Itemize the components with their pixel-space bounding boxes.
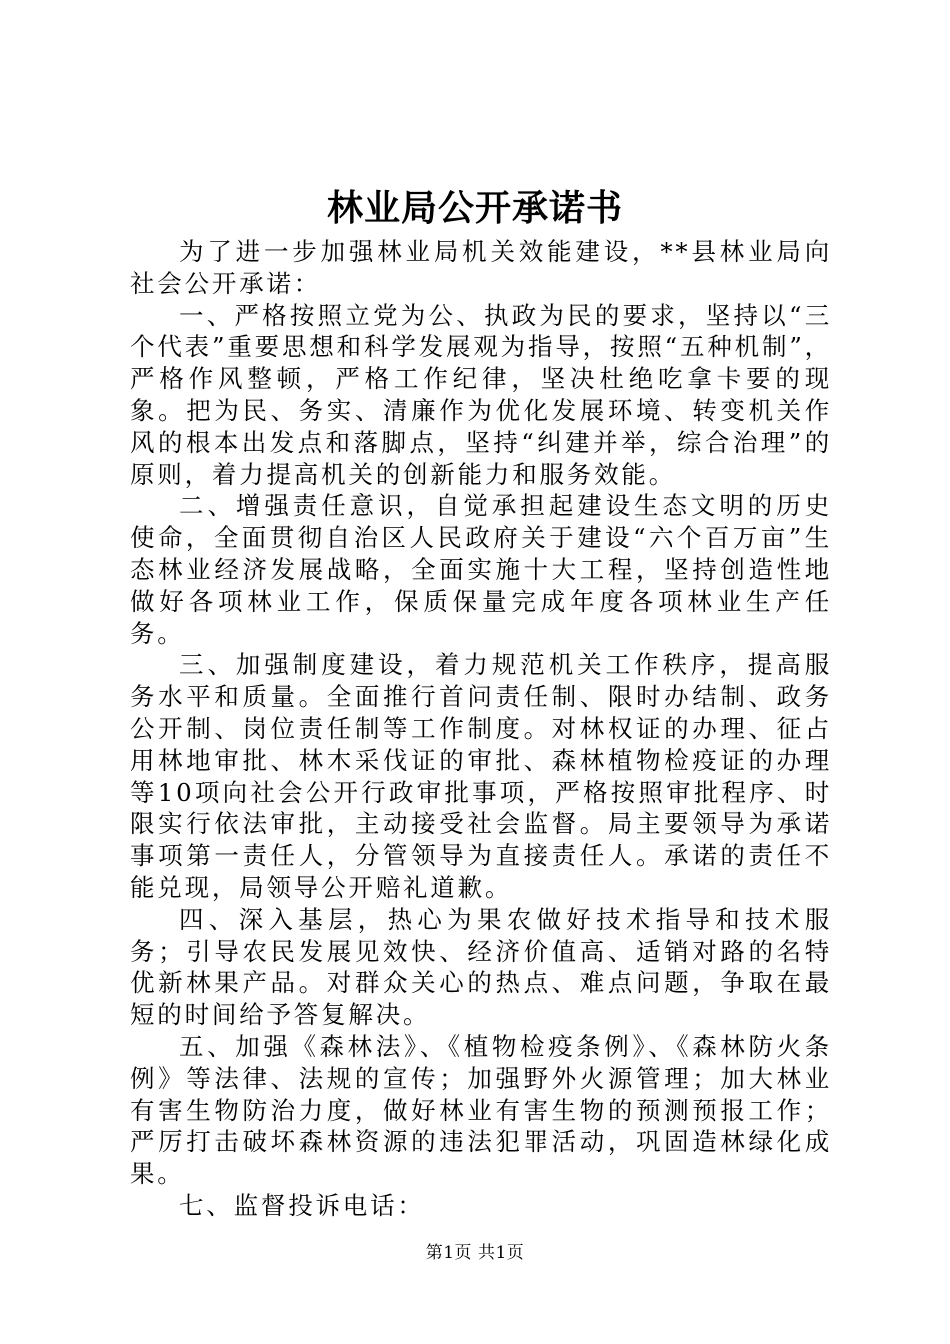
commitment-paragraph-2: 二、增强责任意识，自觉承担起建设生态文明的历史使命，全面贯彻自治区人民政府关于建设“六个百万亩”生态林业经济发展战略，全面实施十大工程，坚持创造性地做好各项林业工作，保质保量完成年度各项林业生产任务。 xyxy=(130,491,832,648)
complaint-hotline-paragraph: 七、监督投诉电话： xyxy=(179,1190,425,1220)
commitment-paragraph-4: 四、深入基层，热心为果农做好技术指导和技术服务；引导农民发展见效快、经济价值高、适销对路的名特优新林果产品。对群众关心的热点、难点问题，争取在最短的时间给予答复解决。 xyxy=(130,904,832,1030)
page-footer: 第1页 共1页 xyxy=(425,1243,525,1263)
intro-paragraph: 为了进一步加强林业局机关效能建设，**县林业局向社会公开承诺： xyxy=(130,237,832,298)
commitment-paragraph-5: 五、加强《森林法》、《植物检疫条例》、《森林防火条例》等法律、法规的宣传；加强野外火源管理；加大林业有害生物防治力度，做好林业有害生物的预测预报工作；严厉打击破坏森林资源的违法犯罪活动，巩固造林绿化成果。 xyxy=(130,1031,832,1189)
document-body xyxy=(130,236,832,1222)
page-title: 林业局公开承诺书 xyxy=(326,187,623,229)
commitment-paragraph-1: 一、严格按照立党为公、执政为民的要求，坚持以“三个代表”重要思想和科学发展观为指导，按照“五种机制”，严格作风整顿，严格工作纪律，坚决杜绝吃拿卡要的现象。把为民、务实、清廉作为优化发展环境、转变机关作风的根本出发点和落脚点，坚持“纠建并举，综合治理”的原则，着力提高机关的创新能力和服务效能。 xyxy=(130,300,832,489)
commitment-paragraph-3: 三、加强制度建设，着力规范机关工作秩序，提高服务水平和质量。全面推行首问责任制、限时办结制、政务公开制、岗位责任制等工作制度。对林权证的办理、征占用林地审批、林木采伐证的审批、森林植物检疫证的办理等10项向社会公开行政审批事项，严格按照审批程序、时限实行依法审批，主动接受社会监督。局主要领导为承诺事项第一责任人，分管领导为直接责任人。承诺的责任不能兑现，局领导公开赔礼道歉。 xyxy=(130,650,832,902)
